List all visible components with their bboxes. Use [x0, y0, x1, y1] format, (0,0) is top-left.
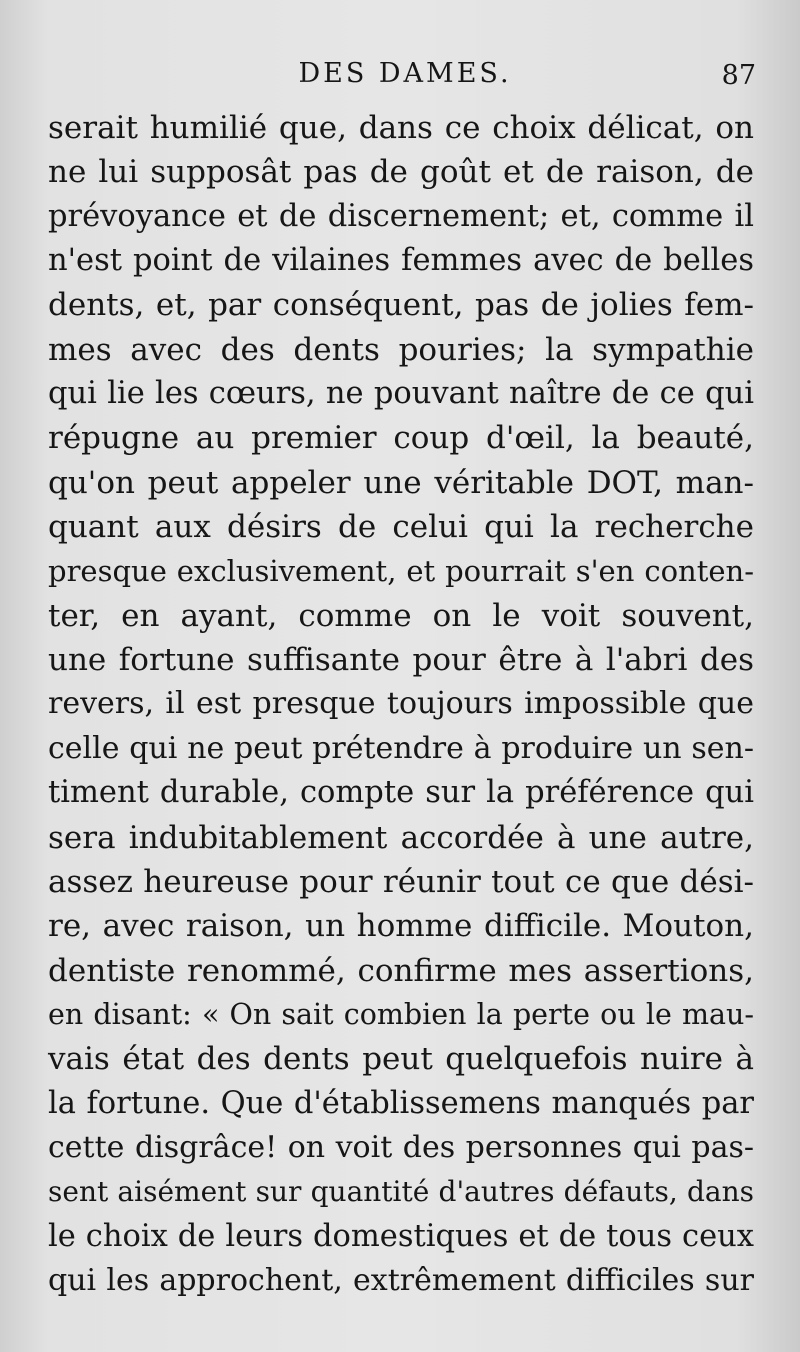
text-line: n'est point de vilaines femmes avec de belles — [48, 243, 754, 279]
text-line: vais état des dents peut quelquefois nuire à — [48, 1041, 754, 1078]
text-line: répugne au premier coup d'œil, la beauté, — [48, 420, 754, 457]
text-line: qu'on peut appeler une véritable DOT, man- — [48, 464, 754, 501]
text-line: la fortune. Que d'établissemens manqués par — [48, 1085, 754, 1121]
text-line: ne lui supposât pas de goût et de raison, de — [48, 154, 754, 191]
text-line: revers, il est presque toujours impossible que — [48, 686, 754, 722]
text-line: sent aisément sur quantité d'autres défauts, dans — [48, 1175, 754, 1209]
text-line: prévoyance et de discernement; et, comme il — [48, 198, 754, 234]
page-number: 87 — [721, 60, 756, 91]
text-line: dents, et, par conséquent, pas de jolies fem- — [48, 287, 754, 324]
text-line: ter, en ayant, comme on le voit souvent, — [48, 597, 754, 634]
text-line: dentiste renommé, confirme mes assertions, — [48, 952, 754, 989]
text-line: assez heureuse pour réunir tout ce que dési- — [48, 863, 754, 900]
text-line: le choix de leurs domestiques et de tous ceux — [48, 1218, 754, 1254]
text-line: en disant: « On sait combien la perte ou le mau- — [48, 997, 754, 1031]
running-head — [50, 58, 760, 98]
body-text — [48, 106, 754, 1303]
text-line: qui lie les cœurs, ne pouvant naître de ce qui — [48, 376, 754, 412]
text-line: une fortune suffisante pour être à l'abri des — [48, 642, 754, 679]
text-line: celle qui ne peut prétendre à produire un sen- — [48, 730, 754, 766]
text-line: cette disgrâce! on voit des personnes qui pas- — [48, 1129, 754, 1165]
text-line: quant aux désirs de celui qui la recherche — [48, 509, 754, 546]
text-line: serait humilié que, dans ce choix délicat, on — [48, 110, 754, 146]
text-line: sera indubitablement accordée à une autre, — [48, 819, 754, 856]
text-line: mes avec des dents pouries; la sympathie — [48, 331, 754, 368]
running-title: DES DAMES. — [298, 58, 512, 89]
text-line: re, avec raison, un homme difficile. Mouton, — [48, 908, 754, 945]
text-line: timent durable, compte sur la préférence qui — [48, 775, 754, 811]
text-line: qui les approchent, extrêmement difficiles sur — [48, 1262, 754, 1298]
text-line: presque exclusivement, et pourrait s'en conten- — [48, 554, 754, 589]
